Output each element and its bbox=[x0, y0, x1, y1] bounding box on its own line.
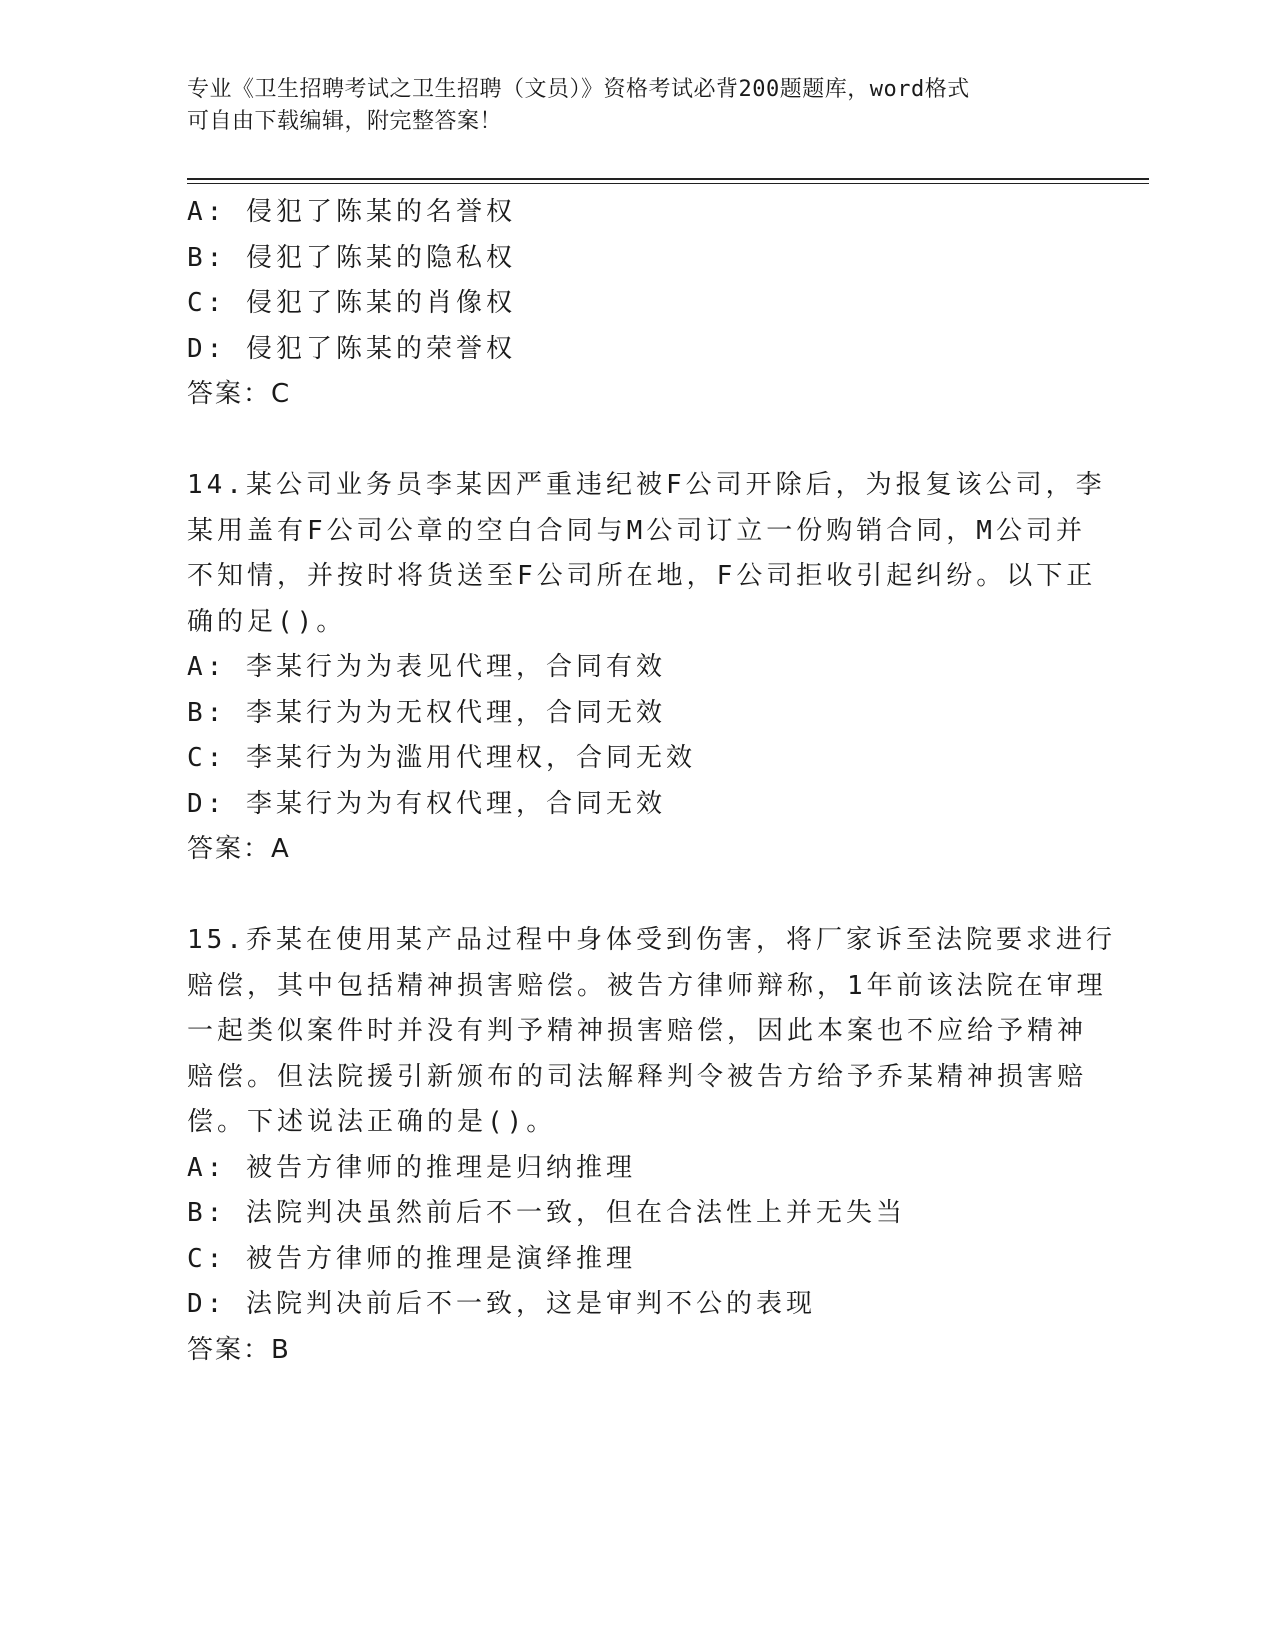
option-a: A: 被告方律师的推理是归纳推理 bbox=[187, 1152, 636, 1183]
question-14-stem-line-2: 某用盖有F公司公章的空白合同与M公司订立一份购销合同，M公司并 bbox=[187, 515, 1086, 546]
question-14-stem-line-3: 不知情，并按时将货送至F公司所在地，F公司拒收引起纠纷。以下正 bbox=[187, 561, 1097, 591]
document-header bbox=[187, 74, 1087, 138]
header-divider-thick bbox=[187, 178, 1149, 180]
option-b: B: 侵犯了陈某的隐私权 bbox=[187, 242, 516, 273]
question-14-stem-line-4: 确的足()。 bbox=[187, 606, 347, 637]
spacer bbox=[187, 873, 1087, 919]
option-a: A: 李某行为为表见代理，合同有效 bbox=[187, 652, 666, 682]
option-c: C: 侵犯了陈某的肖像权 bbox=[187, 288, 516, 318]
option-d: D: 李某行为为有权代理，合同无效 bbox=[187, 788, 666, 819]
answer-line: 答案：C bbox=[187, 379, 292, 409]
option-c: C: 李某行为为滥用代理权，合同无效 bbox=[187, 743, 696, 773]
option-d: D: 侵犯了陈某的荣誉权 bbox=[187, 333, 516, 364]
question-14-block bbox=[187, 463, 1106, 873]
prev-question-block bbox=[187, 190, 1087, 418]
question-15-stem-line-4: 赔偿。但法院援引新颁布的司法解释判令被告方给予乔某精神损害赔 bbox=[187, 1061, 1088, 1092]
option-b: B: 法院判决虽然前后不一致，但在合法性上并无失当 bbox=[187, 1198, 906, 1228]
question-15-stem-line-3: 一起类似案件时并没有判予精神损害赔偿，因此本案也不应给予精神 bbox=[187, 1016, 1088, 1046]
question-15-block bbox=[187, 918, 1116, 1373]
answer-line: 答案：A bbox=[187, 834, 291, 864]
question-content bbox=[187, 190, 1116, 1373]
option-d: D: 法院判决前后不一致，这是审判不公的表现 bbox=[187, 1289, 816, 1319]
question-15-stem-line-2: 赔偿，其中包括精神损害赔偿。被告方律师辩称，1年前该法院在审理 bbox=[187, 970, 1107, 1001]
option-a: A: 侵犯了陈某的名誉权 bbox=[187, 197, 516, 227]
question-15-stem-line-5: 偿。下述说法正确的是()。 bbox=[187, 1107, 557, 1137]
header-line-2: 可自由下载编辑，附完整答案！ bbox=[187, 109, 503, 134]
question-14-stem-line-1: 14.某公司业务员李某因严重违纪被F公司开除后，为报复该公司，李 bbox=[187, 470, 1106, 500]
option-c: C: 被告方律师的推理是演绎推理 bbox=[187, 1243, 636, 1274]
question-15-stem-line-1: 15.乔某在使用某产品过程中身体受到伤害，将厂家诉至法院要求进行 bbox=[187, 925, 1116, 955]
option-b: B: 李某行为为无权代理，合同无效 bbox=[187, 697, 666, 728]
spacer bbox=[187, 418, 1087, 464]
answer-line: 答案：B bbox=[187, 1334, 291, 1365]
header-divider-thin bbox=[187, 183, 1149, 184]
header-line-1: 专业《卫生招聘考试之卫生招聘（文员）》资格考试必背200题题库，word格式 bbox=[187, 77, 970, 102]
